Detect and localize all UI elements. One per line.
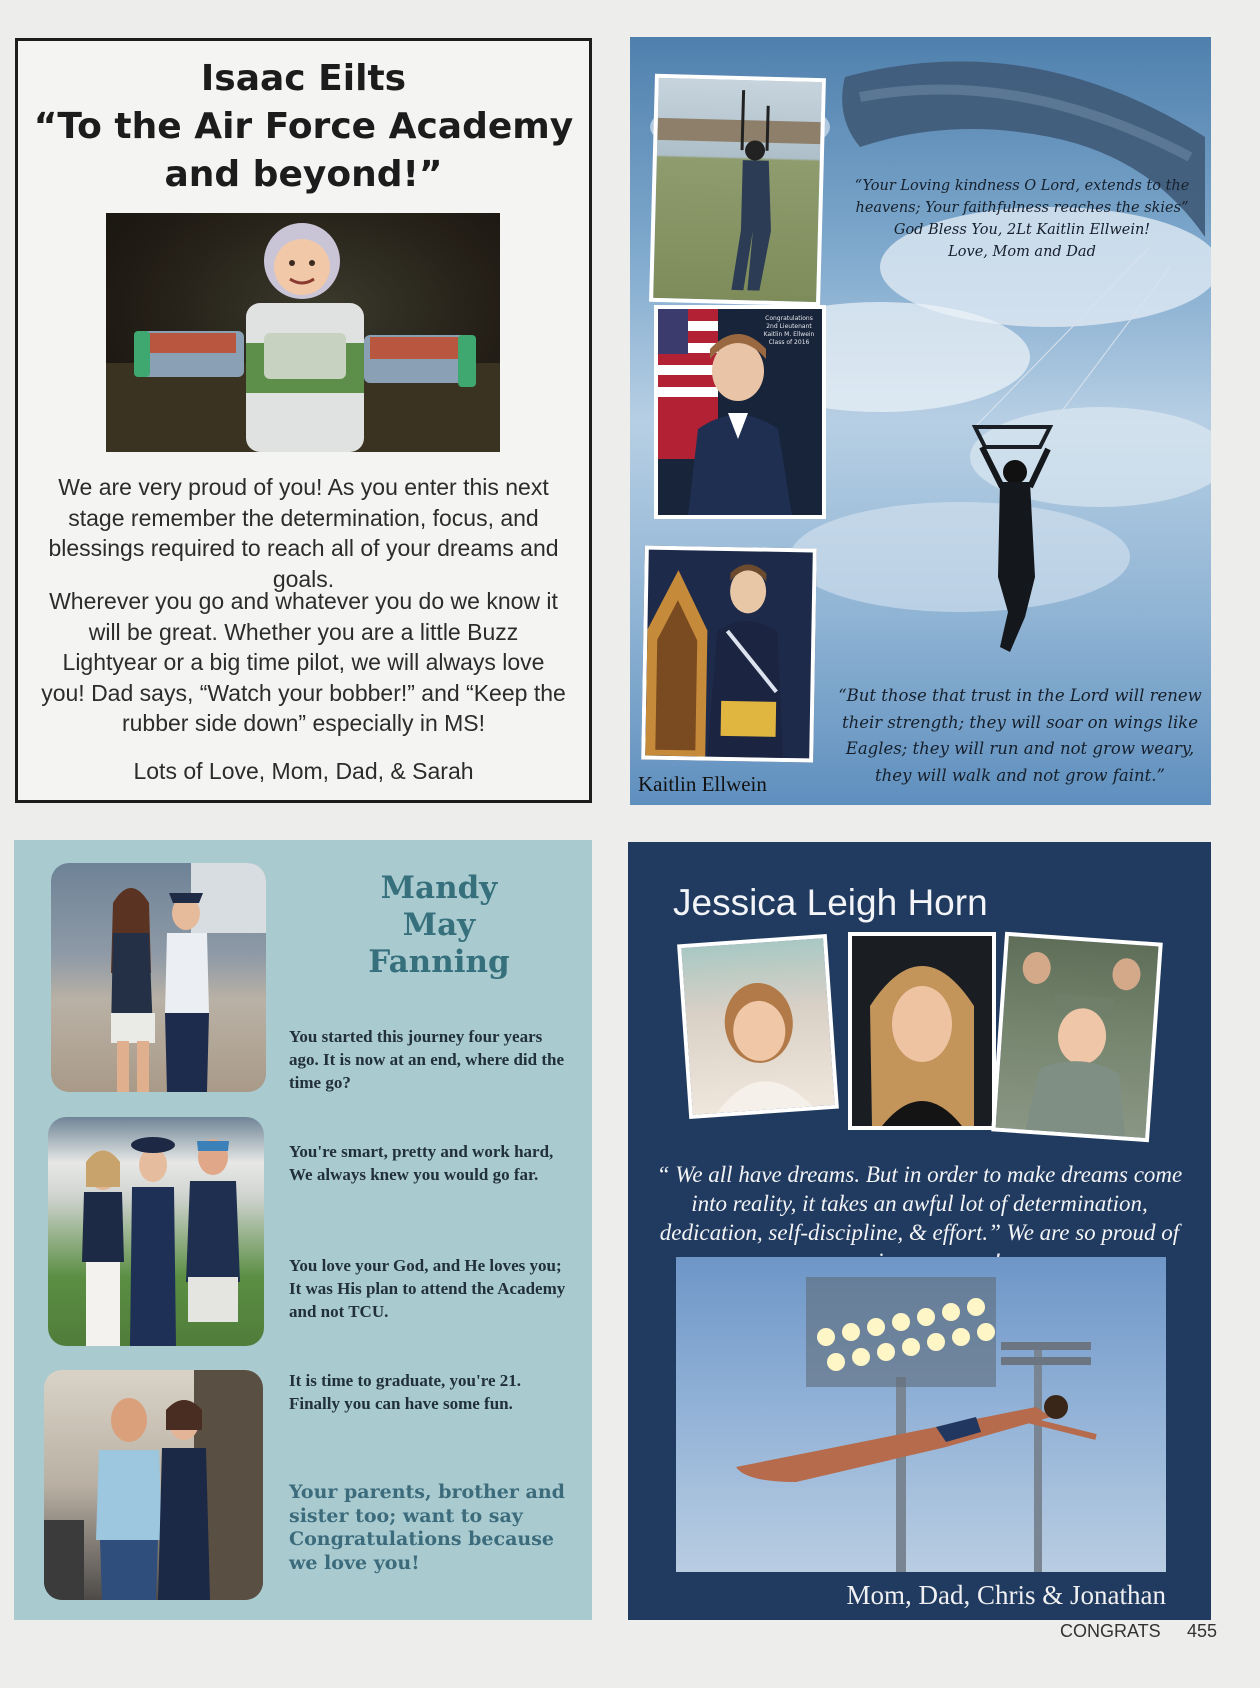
buzz-costume-illustration [106, 213, 500, 452]
mandy-closing: Your parents, brother and sister too; want to say Congratulations because we love you! [289, 1481, 565, 1574]
mandy-photo-3 [44, 1370, 263, 1600]
mandy-photo-3-figures [44, 1370, 263, 1600]
verse-bottom-line4: they will walk and not grow faint.” [875, 765, 1165, 785]
isaac-name: Isaac Eilts [200, 58, 407, 99]
mandy-name-line2: May [402, 907, 476, 943]
diving-illustration [676, 1257, 1166, 1572]
kaitlin-portrait-with-flag [654, 305, 826, 519]
kaitlin-chapel-photo [641, 546, 817, 763]
verse-top-line1: “Your Loving kindness O Lord, extends to the [854, 178, 1190, 194]
portrait-caption-line4: Class of 2016 [768, 339, 810, 346]
jessica-quote: “ We all have dreams. But in order to make dreams come into reality, it takes an awful lot of determination, dedication, self-discipline, & effort.” We are so proud of [656, 1162, 1183, 1245]
mandy-photo-2-figures [48, 1117, 264, 1346]
isaac-title [18, 55, 589, 199]
chapel-illustration [645, 550, 813, 759]
isaac-message-2: Wherever you go and whatever you do we know it will be great. Whether you are a little Buzz Lightyear or a big time pilot, we will always love you! Dad says, “Watch your bobber!” and “Keep the rubber side down” especially in MS! [41, 588, 566, 736]
jessica-signature: Mom, Dad, Chris & Jonathan [846, 1580, 1166, 1610]
jessica-childhood-photo [677, 934, 839, 1119]
portrait-caption [758, 315, 820, 347]
verse-bottom-line3: Eagles; they will run and not grow weary, [845, 739, 1195, 758]
mandy-photo-1-figures [51, 863, 266, 1092]
mandy-poem-stanza-3: You love your God, and He loves you; It was His plan to attend the Academy and not TCU. [289, 1256, 566, 1321]
mandy-poem-stanza-4: It is time to graduate, you're 21. Finally you can have some fun. [289, 1371, 521, 1413]
jessica-basic-training-photo [991, 932, 1163, 1143]
isaac-title-line2: “To the Air Force Academy [33, 106, 574, 147]
mandy-name-line3: Fanning [368, 944, 510, 980]
kaitlin-name-caption: Kaitlin Ellwein [638, 772, 767, 796]
verse-top-line2: heavens; Your faithfulness reaches the skies” [855, 200, 1189, 216]
jessica-senior-portrait [848, 932, 996, 1130]
kaitlin-verse-top [852, 175, 1192, 263]
buzz-lightyear-photo [106, 213, 500, 452]
basic-training-illustration [995, 936, 1158, 1138]
isaac-title-line3: and beyond!” [164, 154, 443, 195]
parachutist-figure [653, 78, 822, 302]
mandy-photo-1 [51, 863, 266, 1092]
kaitlin-verse-bottom [835, 683, 1205, 789]
page-number: 455 [1187, 1621, 1218, 1641]
isaac-signature: Lots of Love, Mom, Dad, & Sarah [133, 758, 474, 784]
parachutist-landing-photo [649, 74, 826, 306]
mandy-poem-stanza-1: You started this journey four years ago. It is now at an end, where did the time go? [289, 1027, 565, 1092]
verse-top-line3: God Bless You, 2Lt Kaitlin Ellwein! [893, 222, 1151, 238]
isaac-message-1: We are very proud of you! As you enter this next stage remember the determination, focus, and blessings required to reach all of your dreams and goals. [48, 474, 559, 592]
jessica-name: Jessica Leigh Horn [673, 882, 988, 923]
mandy-photo-2 [48, 1117, 264, 1346]
isaac-eilts-ad [15, 38, 592, 803]
portrait-caption-line1: Congratulations [765, 315, 813, 322]
verse-bottom-line1: “But those that trust in the Lord will renew [838, 686, 1202, 705]
kaitlin-ellwein-ad [630, 37, 1211, 805]
jessica-horn-ad [628, 842, 1211, 1620]
portrait-caption-line3: Kaitlin M. Ellwein [763, 331, 815, 338]
senior-portrait-illustration [852, 936, 992, 1126]
mandy-name [334, 870, 544, 981]
jessica-diving-photo [676, 1257, 1166, 1572]
mandy-poem-stanza-2: You're smart, pretty and work hard, We always knew you would go far. [289, 1142, 554, 1184]
mandy-name-line1: Mandy [380, 870, 498, 906]
verse-bottom-line2: their strength; they will soar on wings like [841, 712, 1198, 732]
childhood-portrait [681, 938, 834, 1114]
section-footer: CONGRATS [1060, 1621, 1161, 1641]
verse-top-line4: Love, Mom and Dad [948, 244, 1096, 260]
portrait-caption-line2: 2nd Lieutenant [766, 323, 812, 330]
mandy-fanning-ad [14, 840, 592, 1620]
